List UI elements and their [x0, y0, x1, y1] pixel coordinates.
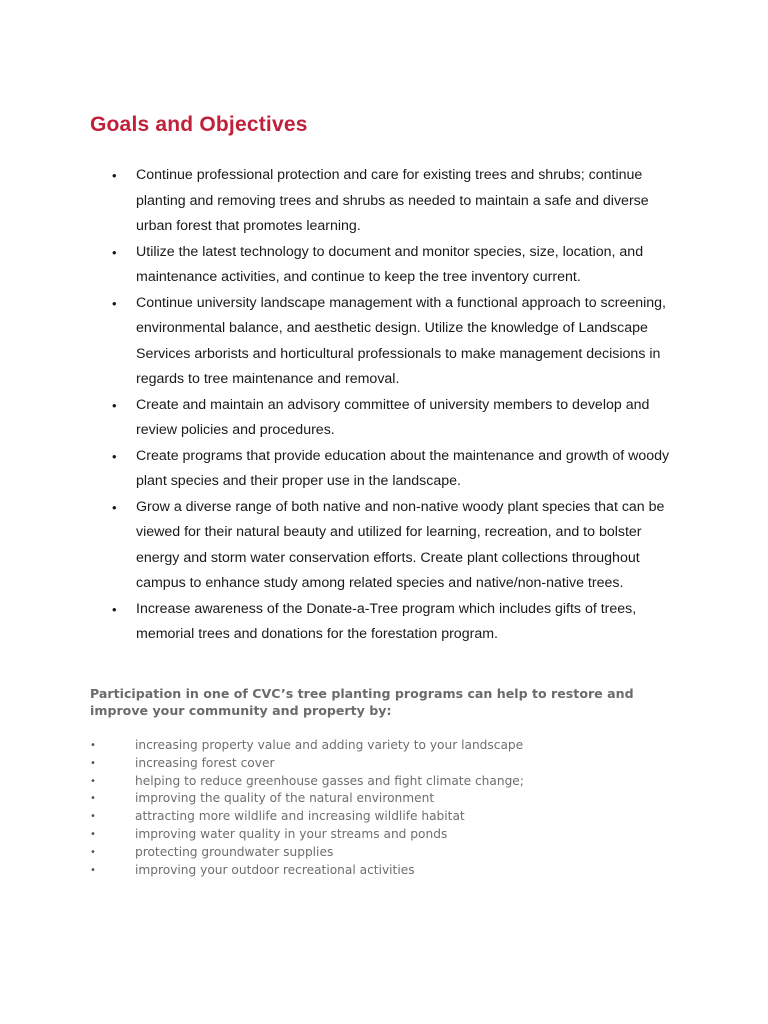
benefit-item — [90, 737, 690, 755]
benefit-item — [90, 790, 690, 808]
bullet-icon: • — [112, 295, 117, 311]
goal-text: Create and maintain an advisory committee of university members to develop and review policies and procedures. — [136, 396, 650, 438]
benefit-item — [90, 808, 690, 826]
bullet-icon: • — [90, 793, 96, 805]
goal-item — [112, 291, 682, 393]
goal-text: Utilize the latest technology to document and monitor species, size, location, and maintenance activities, and continue to keep the tree inventory current. — [136, 243, 644, 285]
bullet-icon: • — [90, 846, 96, 858]
bullet-icon: • — [90, 775, 96, 787]
goal-item — [112, 393, 682, 444]
goal-item — [112, 597, 682, 648]
benefit-item — [90, 826, 690, 844]
benefit-text: improving water quality in your streams and ponds — [135, 826, 448, 841]
bullet-icon: • — [112, 168, 117, 183]
participation-intro: Participation in one of CVC’s tree planting programs can help to restore and improve your community and property by: — [90, 686, 634, 718]
goal-item — [112, 240, 682, 291]
benefit-item — [90, 862, 690, 880]
goal-text: Continue university landscape management with a functional approach to screening, environmental balance, and aesthetic design. Utilize the knowledge of Landscape Services arborists and horticultural professionals to make management decisions in regards to tree maintenance and removal. — [136, 294, 666, 387]
bullet-icon: • — [112, 601, 117, 617]
bullet-icon: • — [112, 499, 117, 515]
goal-item — [112, 163, 682, 240]
benefit-text: increasing forest cover — [135, 755, 275, 770]
benefit-item — [90, 844, 690, 862]
goal-text: Grow a diverse range of both native and non-native woody plant species that can be viewed for their natural beauty and utilized for learning, recreation, and to bolster energy and storm water conservation efforts. Create plant collections throughout campus to enhance study among related species and native/non-native trees. — [136, 498, 665, 591]
goals-list — [112, 163, 682, 648]
benefit-text: helping to reduce greenhouse gasses and fight climate change; — [135, 773, 524, 788]
bullet-icon: • — [90, 757, 96, 769]
bullet-icon: • — [90, 828, 96, 840]
benefit-item — [90, 773, 690, 791]
goal-item — [112, 495, 682, 597]
goal-text: Continue professional protection and care for existing trees and shrubs; continue planting and removing trees and shrubs as needed to maintain a safe and diverse urban forest that promotes learning. — [136, 167, 649, 234]
benefits-list — [90, 737, 690, 879]
page-title: Goals and Objectives — [90, 113, 308, 136]
benefit-text: protecting groundwater supplies — [135, 844, 334, 859]
bullet-icon: • — [112, 244, 117, 260]
bullet-icon: • — [90, 740, 96, 751]
benefit-item — [90, 755, 690, 773]
bullet-icon: • — [90, 864, 96, 876]
goal-text: Increase awareness of the Donate-a-Tree program which includes gifts of trees, memorial trees and donations for the forestation program. — [136, 600, 637, 642]
goal-text: Create programs that provide education about the maintenance and growth of woody plant species and their proper use in the landscape. — [136, 447, 670, 489]
benefit-text: increasing property value and adding variety to your landscape — [135, 738, 524, 752]
benefit-text: improving your outdoor recreational activities — [135, 862, 415, 877]
benefit-text: improving the quality of the natural environment — [135, 791, 435, 806]
bullet-icon: • — [112, 448, 117, 464]
bullet-icon: • — [112, 397, 117, 413]
bullet-icon: • — [90, 811, 96, 823]
benefit-text: attracting more wildlife and increasing wildlife habitat — [135, 809, 465, 824]
goal-item — [112, 444, 682, 495]
